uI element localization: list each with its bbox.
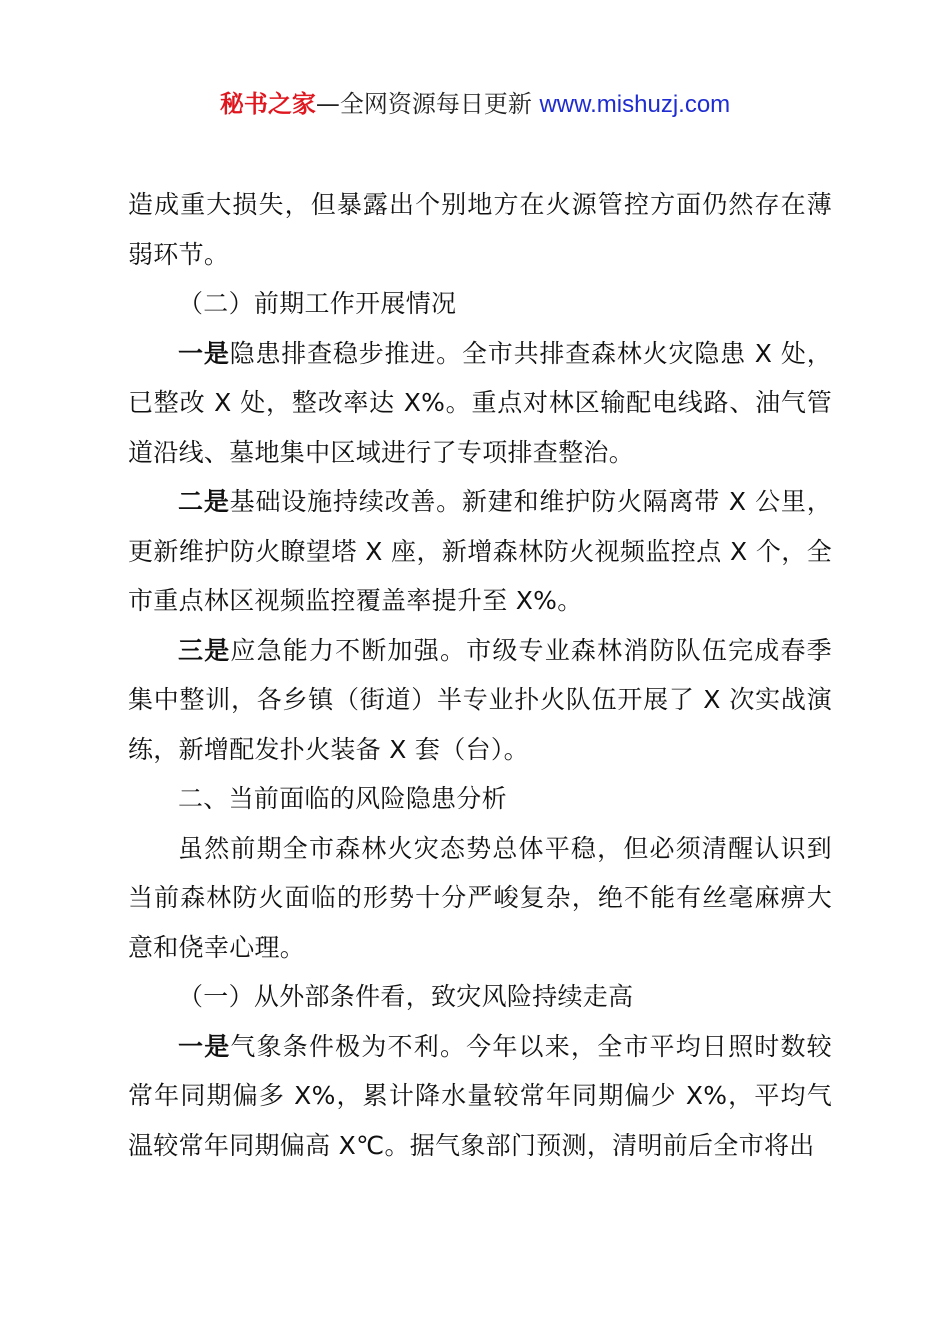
paragraph-item-2 [128,477,832,626]
subsection-heading-external: （一）从外部条件看，致灾风险持续走高 [178,982,634,1011]
item-lead: 一是 [178,1031,231,1061]
website-link[interactable]: www.mishuzj.com [539,91,731,118]
header-tagline: —全网资源每日更新 [315,90,540,118]
paragraph-intro: 虽然前期全市森林火灾态势总体平稳，但必须清醒认识到当前森林防火面临的形势十分严峻复杂，绝不能有丝毫麻痹大意和侥幸心理。 [128,833,832,962]
paragraph-item-weather [128,1022,832,1171]
item-lead: 二是 [178,487,230,516]
item-text: 气象条件极为不利。今年以来，全市平均日照时数较常年同期偏多 X%，累计降水量较常年同期偏少 X%，平均气温较常年同期偏高 X℃。据气象部门预测，清明前后全市将出 [128,1031,832,1160]
section-heading-previous-work: （二）前期工作开展情况 [178,289,457,318]
item-lead: 三是 [178,635,231,665]
item-lead: 一是 [178,338,230,368]
item-text: 隐患排查稳步推进。全市共排查森林火灾隐患 X 处，已整改 X 处，整改率达 X%。重点对林区输配电线路、油气管道沿线、墓地集中区域进行了专项排查整治。 [128,338,832,467]
paragraph-item-1 [128,329,832,478]
item-text: 基础设施持续改善。新建和维护防火隔离带 X 公里，更新维护防火瞭望塔 X 座，新增森林防火视频监控点 X 个，全市重点林区视频监控覆盖率提升至 X%。 [128,487,832,615]
page-header [0,86,950,123]
item-text: 应急能力不断加强。市级专业森林消防队伍完成春季集中整训，各乡镇（街道）半专业扑火队伍开展了 X 次实战演练，新增配发扑火装备 X 套（台）。 [128,635,832,764]
paragraph-item-3 [128,626,832,775]
document-body [128,180,832,1170]
brand-name: 秘书之家 [219,90,316,118]
paragraph-continuation: 造成重大损失，但暴露出个别地方在火源管控方面仍然存在薄弱环节。 [128,190,832,269]
section-heading-risk-analysis: 二、当前面临的风险隐患分析 [178,784,507,813]
